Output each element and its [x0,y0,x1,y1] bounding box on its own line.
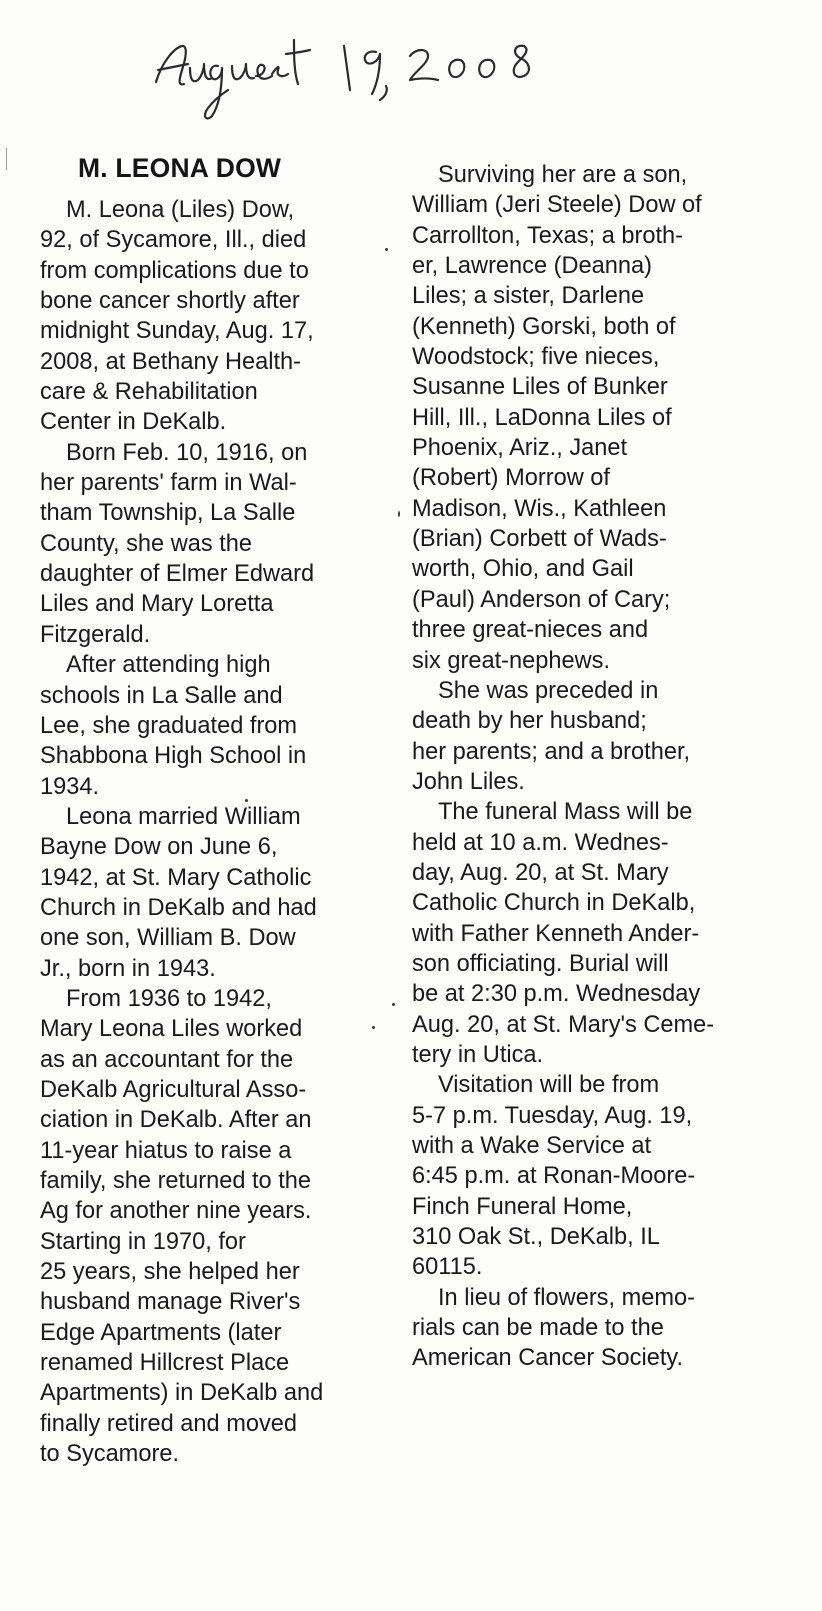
text-line: finally retired and moved [40,1410,298,1437]
text-line: Susanne Liles of Bunker [412,374,668,401]
text-line: John Liles. [412,768,525,795]
text-line: family, she returned to the [40,1168,312,1194]
text-line: six great-nephews. [412,647,611,674]
text-line: day, Aug. 20, at St. Mary [412,859,669,886]
text-line: Phoenix, Ariz., Janet [412,435,628,462]
text-line: midnight Sunday, Aug. 17, [40,318,314,345]
text-line: worth, Ohio, and Gail [412,556,634,583]
text-line: held at 10 a.m. Wednes- [412,829,669,856]
text-line: daughter of Elmer Edward [40,561,315,588]
right-text-column [412,160,772,1374]
text-line: rials can be made to the [412,1315,664,1342]
text-line: 25 years, she helped her [40,1259,300,1286]
text-line: (Kenneth) Gorski, both of [412,313,676,340]
text-line: 6:45 p.m. at Ronan-Moore- [412,1163,696,1190]
text-line: husband manage River's [40,1289,301,1316]
text-line: Woodstock; five nieces, [412,344,660,371]
text-line: Ag for another nine years. [40,1198,312,1225]
text-line: Starting in 1970, for [40,1228,246,1255]
text-line: Carrollton, Texas; a broth- [412,222,684,249]
paragraph-preceded-in-death [412,676,772,797]
handwritten-date [148,20,608,140]
paragraph-survivors [412,160,772,676]
scan-edge-mark [6,148,7,170]
text-line: 2008, at Bethany Health- [40,348,302,375]
text-line: son officiating. Burial will [412,950,669,977]
text-line: County, she was the [40,530,253,557]
text-line: death by her husband; [412,708,647,735]
text-line: from complications due to [40,257,309,284]
text-line: In lieu of flowers, memo- [438,1284,695,1311]
text-line: Center in DeKalb. [40,409,227,436]
text-line: tham Township, La Salle [40,500,296,527]
text-line: She was preceded in [438,677,659,704]
text-line: Surviving her are a son, [438,162,688,188]
text-line: 11-year hiatus to raise a [40,1137,292,1164]
handwritten-date-signature [148,20,608,140]
text-line: From 1936 to 1942, [66,985,272,1012]
text-line: Edge Apartments (later [40,1319,282,1346]
text-line: to Sycamore. [40,1441,179,1468]
text-line: as an accountant for the [40,1046,294,1073]
print-speck [372,1026,375,1029]
text-line: Shabbona High School in [40,743,307,770]
text-line: (Paul) Anderson of Cary; [412,586,671,613]
text-line: schools in La Salle and [40,682,283,709]
text-line: Fitzgerald. [40,621,151,648]
text-line: three great-nieces and [412,617,649,644]
text-line: American Cancer Society. [412,1345,683,1372]
text-line: renamed Hillcrest Place [40,1350,290,1377]
text-line: tery in Utica. [412,1041,544,1068]
paragraph-education [40,650,400,802]
text-line: one son, William B. Dow [40,925,296,952]
text-line: Liles; a sister, Darlene [412,283,645,310]
print-speck [398,511,400,517]
text-line: The funeral Mass will be [438,799,693,826]
text-line: 310 Oak St., DeKalb, IL [412,1224,660,1251]
text-line: Bayne Dow on June 6, [40,834,278,861]
print-speck [245,799,248,802]
text-line: 1942, at St. Mary Catholic [40,864,312,891]
text-line: M. Leona (Liles) Dow, [66,197,295,223]
print-speck [392,1003,395,1006]
text-line: her parents; and a brother, [412,738,691,765]
paragraph-visitation [412,1070,772,1282]
paragraph-birth [40,438,400,650]
text-line: Apartments) in DeKalb and [40,1380,324,1407]
text-line: (Robert) Morrow of [412,465,610,492]
text-line: 92, of Sycamore, Ill., died [40,227,307,254]
text-line: DeKalb Agricultural Asso- [40,1076,307,1103]
text-line: 5-7 p.m. Tuesday, Aug. 19, [412,1102,693,1129]
text-line: Visitation will be from [438,1072,660,1099]
obituary-headline: M. LEONA DOW [78,153,282,183]
text-line: Born Feb. 10, 1916, on [66,439,308,466]
text-line: Leona married William [66,803,301,830]
text-line: Aug. 20, at St. Mary's Ceme- [412,1011,715,1038]
text-line: er, Lawrence (Deanna) [412,253,653,280]
print-speck [385,248,388,251]
paragraph-marriage [40,802,400,984]
text-line: (Brian) Corbett of Wads- [412,526,667,553]
text-line: Finch Funeral Home, [412,1193,633,1220]
paragraph-memorials [412,1283,772,1374]
text-line: Jr., born in 1943. [40,955,216,982]
paragraph-funeral-mass [412,797,772,1070]
text-line: with a Wake Service at [412,1133,652,1159]
text-line: Mary Leona Liles worked [40,1016,303,1043]
paragraph-death-notice [40,195,400,438]
text-line: Lee, she graduated from [40,712,298,739]
text-line: with Father Kenneth Ander- [412,920,700,947]
text-line: her parents' farm in Wal- [40,470,297,497]
text-line: Church in DeKalb and had [40,894,317,921]
text-line: Hill, Ill., LaDonna Liles of [412,404,672,431]
text-line: Liles and Mary Loretta [40,591,274,618]
text-line: bone cancer shortly after [40,288,300,315]
text-line: care & Rehabilitation [40,379,258,406]
text-line: 60115. [412,1254,483,1281]
text-line: Madison, Wis., Kathleen [412,495,667,522]
paragraph-career [40,984,400,1470]
text-line: be at 2:30 p.m. Wednesday [412,981,701,1008]
text-line: William (Jeri Steele) Dow of [412,192,702,219]
text-line: 1934. [40,773,100,800]
left-text-column [40,195,400,1469]
text-line: ciation in DeKalb. After an [40,1107,312,1134]
text-line: After attending high [66,652,271,679]
text-line: Catholic Church in DeKalb, [412,890,696,917]
